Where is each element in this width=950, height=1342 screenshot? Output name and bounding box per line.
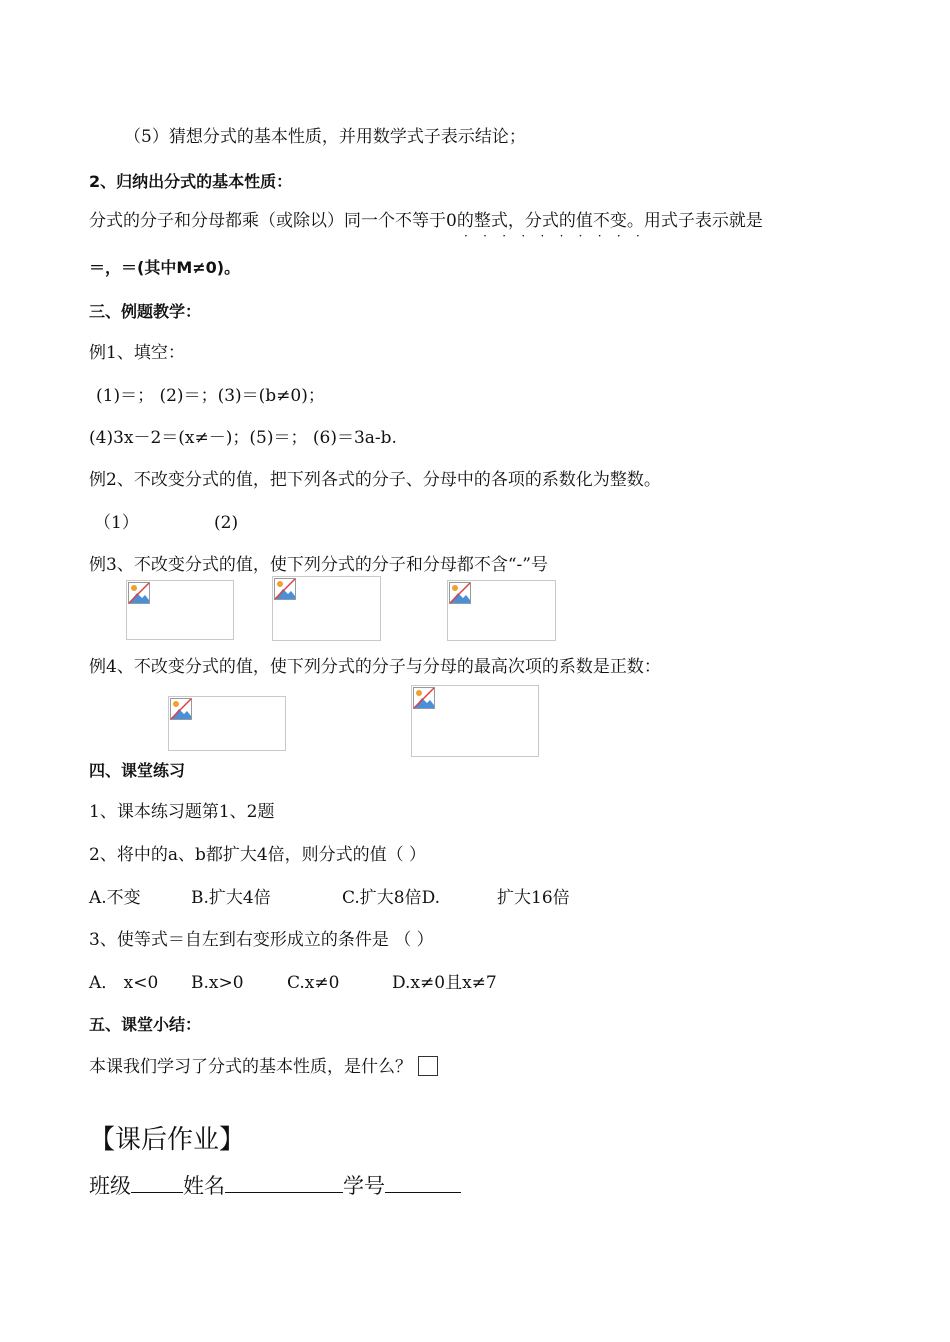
example-2-title: 例2、不改变分式的值，把下列各式的分子、分母中的各项的系数化为整数。 [89, 470, 661, 490]
number-label: 学号 [343, 1174, 385, 1198]
emphasis-dots: ·········· [464, 229, 656, 243]
name-label: 姓名 [183, 1174, 225, 1198]
section-heading-summary: 五、课堂小结： [89, 1015, 202, 1034]
example-3-formula-image-3 [447, 580, 556, 641]
example-3-title: 例3、不改变分式的值，使下列分式的分子和分母都不含“-”号 [89, 555, 548, 575]
section-heading-practice: 四、课堂练习 [89, 761, 186, 780]
example-4-formula-image-2 [411, 685, 539, 757]
summary-question [89, 1056, 438, 1078]
property-formula: ＝，＝(其中M≠0)。 [89, 258, 241, 277]
broken-image-icon [170, 698, 192, 720]
practice-3-option-b: B.x>0 [191, 973, 244, 993]
example-3-formula-image-1 [126, 580, 234, 640]
example-4-title: 例4、不改变分式的值，使下列分式的分子与分母的最高次项的系数是正数： [89, 657, 661, 677]
homework-title: 【课后作业】 [89, 1125, 246, 1155]
student-info-form [89, 1172, 461, 1200]
example-3-formula-image-2 [272, 576, 381, 641]
broken-image-icon [413, 687, 435, 709]
practice-2-option-d: 扩大16倍 [497, 888, 570, 908]
summary-question-text: 本课我们学习了分式的基本性质，是什么？ [89, 1057, 412, 1077]
example-1-items-a: (1)＝； (2)＝；(3)＝(b≠0)； [96, 386, 325, 406]
class-label: 班级 [89, 1174, 131, 1198]
example-1-items-b: (4)3x－2＝(x≠－)；(5)＝； (6)＝3a-b. [89, 428, 397, 448]
practice-3-question: 3、使等式＝自左到右变形成立的条件是 （ ） [89, 930, 434, 950]
broken-image-icon [128, 582, 150, 604]
broken-image-icon [449, 582, 471, 604]
practice-2-option-c: C.扩大8倍D. [342, 888, 441, 908]
practice-2-question: 2、将中的a、b都扩大4倍，则分式的值（ ） [89, 845, 427, 865]
class-field[interactable] [131, 1172, 183, 1193]
property-statement-text: 分式的分子和分母都乘（或除以）同一个不等于0的整式，分式的值不变。用式子表示就是 [89, 211, 763, 231]
section-heading-summary-property: 2、归纳出分式的基本性质： [89, 172, 293, 191]
section-heading-examples: 三、例题教学： [89, 302, 202, 321]
step-5-text: （5）猜想分式的基本性质，并用数学式子表示结论； [124, 127, 526, 147]
example-2-item-2: (2) [214, 513, 239, 533]
practice-3-option-c: C.x≠0 [287, 973, 340, 993]
practice-3-option-d: D.x≠0且x≠7 [392, 973, 497, 993]
practice-2-option-b: B.扩大4倍 [191, 888, 271, 908]
example-4-formula-image-1 [168, 696, 286, 751]
practice-1: 1、课本练习题第1、2题 [89, 802, 275, 822]
property-statement [89, 210, 763, 243]
name-field[interactable] [225, 1172, 343, 1193]
number-field[interactable] [385, 1172, 461, 1193]
broken-image-icon [274, 578, 296, 600]
answer-box[interactable] [418, 1056, 438, 1076]
practice-3-option-a: A． x<0 [89, 973, 159, 993]
example-1-title: 例1、填空： [89, 343, 185, 363]
practice-2-option-a: A.不变 [89, 888, 141, 908]
example-2-item-1: （1） [94, 513, 139, 533]
